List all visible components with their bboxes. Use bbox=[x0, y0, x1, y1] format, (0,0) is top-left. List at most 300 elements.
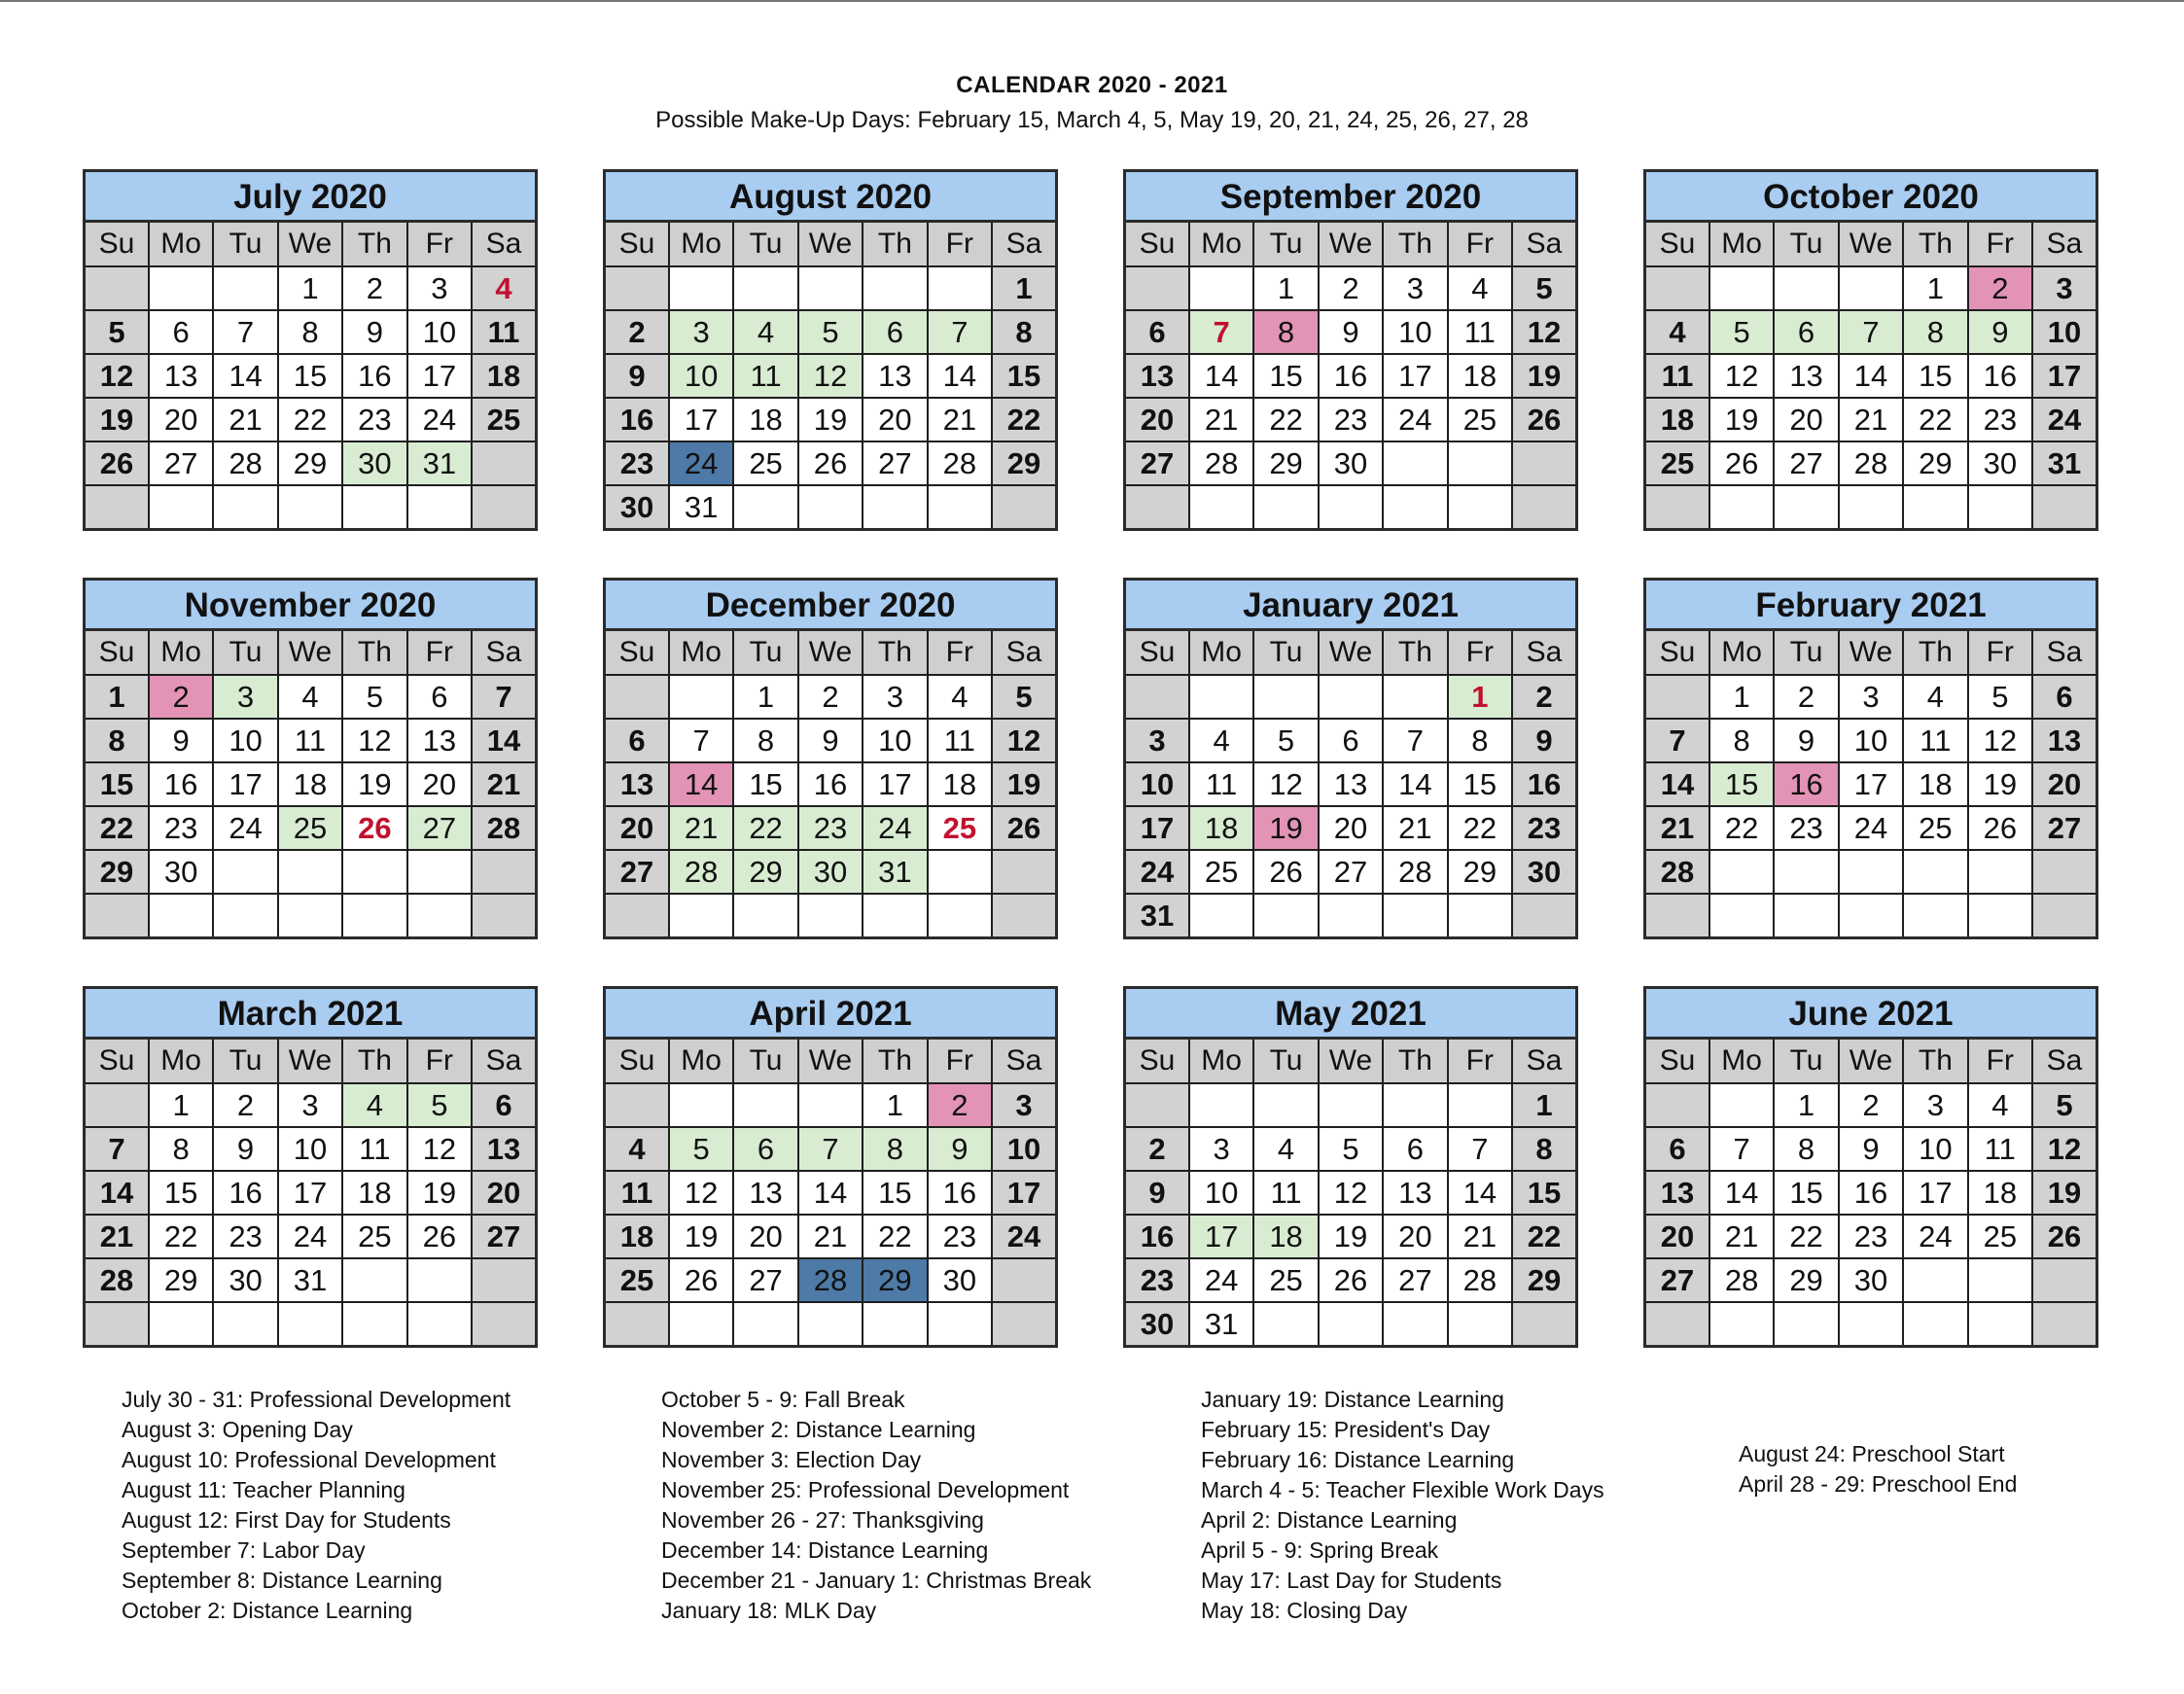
empty-cell bbox=[472, 441, 536, 485]
day-cell: 17 bbox=[407, 354, 472, 398]
day-cell: 25 bbox=[278, 806, 342, 850]
day-cell: 12 bbox=[2032, 1127, 2096, 1171]
empty-cell bbox=[863, 485, 927, 530]
day-cell: 17 bbox=[992, 1171, 1056, 1215]
day-cell: 1 bbox=[85, 675, 149, 719]
day-cell: 28 bbox=[85, 1258, 149, 1302]
day-cell: 20 bbox=[2032, 762, 2096, 806]
empty-cell bbox=[407, 1258, 472, 1302]
day-cell: 7 bbox=[1189, 310, 1253, 354]
empty-cell bbox=[2032, 894, 2096, 938]
day-cell: 3 bbox=[1189, 1127, 1253, 1171]
day-cell: 12 bbox=[342, 719, 406, 762]
note-line: February 16: Distance Learning bbox=[1201, 1447, 1515, 1472]
day-cell: 25 bbox=[472, 398, 536, 441]
day-cell: 20 bbox=[1383, 1215, 1447, 1258]
note-line: October 2: Distance Learning bbox=[122, 1598, 413, 1623]
week-row bbox=[85, 310, 537, 354]
week-row bbox=[1125, 1127, 1577, 1171]
empty-cell bbox=[342, 894, 406, 938]
empty-cell bbox=[1448, 1302, 1512, 1347]
day-cell: 18 bbox=[605, 1215, 669, 1258]
day-cell: 20 bbox=[407, 762, 472, 806]
day-cell: 26 bbox=[1253, 850, 1318, 894]
day-cell: 22 bbox=[992, 398, 1056, 441]
day-cell: 28 bbox=[1839, 441, 1903, 485]
weekday-header: Mo bbox=[1709, 222, 1774, 267]
month-6 bbox=[603, 578, 1058, 939]
day-cell: 20 bbox=[472, 1171, 536, 1215]
day-cell: 28 bbox=[1709, 1258, 1774, 1302]
empty-cell bbox=[669, 1083, 733, 1127]
day-cell: 14 bbox=[1709, 1171, 1774, 1215]
day-cell: 16 bbox=[1839, 1171, 1903, 1215]
day-cell: 15 bbox=[863, 1171, 927, 1215]
day-cell: 1 bbox=[733, 675, 797, 719]
day-cell: 21 bbox=[669, 806, 733, 850]
empty-cell bbox=[733, 485, 797, 530]
day-cell: 7 bbox=[1383, 719, 1447, 762]
day-cell: 29 bbox=[992, 441, 1056, 485]
day-cell: 23 bbox=[1839, 1215, 1903, 1258]
empty-cell bbox=[1448, 894, 1512, 938]
day-cell: 27 bbox=[605, 850, 669, 894]
day-cell: 29 bbox=[149, 1258, 213, 1302]
day-cell: 9 bbox=[1968, 310, 2032, 354]
weekday-header: Su bbox=[605, 630, 669, 676]
empty-cell bbox=[1319, 1302, 1383, 1347]
weekday-header: Su bbox=[605, 222, 669, 267]
day-cell: 2 bbox=[1774, 675, 1838, 719]
weekday-header: Su bbox=[1125, 630, 1189, 676]
day-cell: 15 bbox=[1903, 354, 1967, 398]
week-row bbox=[605, 398, 1057, 441]
day-cell: 30 bbox=[605, 485, 669, 530]
day-cell: 6 bbox=[149, 310, 213, 354]
empty-cell bbox=[605, 894, 669, 938]
week-row bbox=[1645, 719, 2097, 762]
day-cell: 29 bbox=[1903, 441, 1967, 485]
day-cell: 17 bbox=[1839, 762, 1903, 806]
month-title: March 2021 bbox=[83, 986, 538, 1037]
empty-cell bbox=[992, 894, 1056, 938]
day-cell: 22 bbox=[733, 806, 797, 850]
day-cell: 17 bbox=[1903, 1171, 1967, 1215]
day-cell: 27 bbox=[1319, 850, 1383, 894]
week-row bbox=[85, 1258, 537, 1302]
empty-cell bbox=[472, 485, 536, 530]
day-cell: 1 bbox=[278, 266, 342, 310]
note-line: March 4 - 5: Teacher Flexible Work Days bbox=[1201, 1477, 1604, 1502]
week-row bbox=[1125, 850, 1577, 894]
day-cell: 14 bbox=[85, 1171, 149, 1215]
month-title: September 2020 bbox=[1123, 169, 1578, 220]
day-cell: 21 bbox=[928, 398, 992, 441]
day-cell: 4 bbox=[1253, 1127, 1318, 1171]
day-cell: 17 bbox=[1383, 354, 1447, 398]
day-cell: 25 bbox=[928, 806, 992, 850]
day-cell: 27 bbox=[1125, 441, 1189, 485]
weekday-header: We bbox=[1839, 630, 1903, 676]
day-cell: 8 bbox=[733, 719, 797, 762]
empty-cell bbox=[1383, 894, 1447, 938]
day-cell: 10 bbox=[1383, 310, 1447, 354]
day-cell: 5 bbox=[85, 310, 149, 354]
day-cell: 21 bbox=[1709, 1215, 1774, 1258]
day-cell: 26 bbox=[992, 806, 1056, 850]
day-cell: 20 bbox=[1319, 806, 1383, 850]
week-row bbox=[1645, 310, 2097, 354]
week-row bbox=[1645, 1127, 2097, 1171]
day-cell: 24 bbox=[669, 441, 733, 485]
week-row bbox=[1645, 675, 2097, 719]
day-cell: 24 bbox=[2032, 398, 2096, 441]
day-cell: 28 bbox=[928, 441, 992, 485]
weekday-header: Sa bbox=[992, 630, 1056, 676]
day-cell: 7 bbox=[928, 310, 992, 354]
day-cell: 6 bbox=[407, 675, 472, 719]
day-cell: 13 bbox=[1645, 1171, 1709, 1215]
weekday-header: Th bbox=[863, 630, 927, 676]
empty-cell bbox=[992, 1258, 1056, 1302]
day-cell: 23 bbox=[605, 441, 669, 485]
empty-cell bbox=[669, 1302, 733, 1347]
weekday-header: Sa bbox=[1512, 1039, 1576, 1084]
day-cell: 19 bbox=[669, 1215, 733, 1258]
weekday-header: Fr bbox=[1448, 222, 1512, 267]
day-cell: 8 bbox=[1709, 719, 1774, 762]
weekday-header: Tu bbox=[213, 222, 277, 267]
month-title: February 2021 bbox=[1643, 578, 2098, 628]
empty-cell bbox=[213, 850, 277, 894]
day-cell: 7 bbox=[472, 675, 536, 719]
day-cell: 5 bbox=[1253, 719, 1318, 762]
week-row bbox=[1125, 441, 1577, 485]
day-cell: 18 bbox=[1968, 1171, 2032, 1215]
day-cell: 19 bbox=[342, 762, 406, 806]
note-line: December 21 - January 1: Christmas Break bbox=[661, 1568, 1092, 1593]
empty-cell bbox=[863, 266, 927, 310]
weekday-header: We bbox=[1319, 630, 1383, 676]
month-4 bbox=[1643, 169, 2098, 531]
week-row bbox=[1125, 1171, 1577, 1215]
day-cell: 15 bbox=[1774, 1171, 1838, 1215]
day-cell: 3 bbox=[992, 1083, 1056, 1127]
note-line: August 3: Opening Day bbox=[122, 1417, 353, 1442]
day-cell: 10 bbox=[213, 719, 277, 762]
empty-cell bbox=[1512, 1302, 1576, 1347]
day-cell: 13 bbox=[407, 719, 472, 762]
month-11 bbox=[1123, 986, 1578, 1348]
weekday-header: Tu bbox=[733, 630, 797, 676]
day-cell: 22 bbox=[149, 1215, 213, 1258]
weekday-header: Mo bbox=[1709, 630, 1774, 676]
empty-cell bbox=[278, 485, 342, 530]
day-cell: 3 bbox=[1125, 719, 1189, 762]
note-line: July 30 - 31: Professional Development bbox=[122, 1387, 511, 1412]
day-cell: 20 bbox=[863, 398, 927, 441]
day-cell: 6 bbox=[2032, 675, 2096, 719]
week-row bbox=[85, 762, 537, 806]
day-cell: 22 bbox=[1448, 806, 1512, 850]
empty-cell bbox=[1319, 675, 1383, 719]
day-cell: 29 bbox=[733, 850, 797, 894]
note-line: August 10: Professional Development bbox=[122, 1447, 496, 1472]
day-cell: 4 bbox=[1448, 266, 1512, 310]
day-cell: 6 bbox=[1645, 1127, 1709, 1171]
day-cell: 8 bbox=[85, 719, 149, 762]
week-row bbox=[605, 1215, 1057, 1258]
day-cell: 11 bbox=[733, 354, 797, 398]
day-cell: 26 bbox=[342, 806, 406, 850]
empty-cell bbox=[1253, 675, 1318, 719]
day-cell: 18 bbox=[733, 398, 797, 441]
empty-cell bbox=[149, 894, 213, 938]
day-cell: 30 bbox=[1839, 1258, 1903, 1302]
day-cell: 2 bbox=[342, 266, 406, 310]
empty-cell bbox=[213, 894, 277, 938]
weekday-header: We bbox=[1319, 222, 1383, 267]
day-cell: 13 bbox=[2032, 719, 2096, 762]
day-cell: 16 bbox=[928, 1171, 992, 1215]
day-cell: 27 bbox=[733, 1258, 797, 1302]
weekday-header: Mo bbox=[149, 1039, 213, 1084]
empty-cell bbox=[213, 1302, 277, 1347]
day-cell: 24 bbox=[863, 806, 927, 850]
weekday-header: Tu bbox=[733, 1039, 797, 1084]
empty-cell bbox=[1839, 1302, 1903, 1347]
day-cell: 22 bbox=[863, 1215, 927, 1258]
day-cell: 18 bbox=[1189, 806, 1253, 850]
day-cell: 13 bbox=[1774, 354, 1838, 398]
week-row bbox=[1645, 806, 2097, 850]
day-cell: 31 bbox=[2032, 441, 2096, 485]
note-line: December 14: Distance Learning bbox=[661, 1537, 989, 1563]
day-cell: 23 bbox=[798, 806, 863, 850]
month-1 bbox=[83, 169, 538, 531]
note-line: September 8: Distance Learning bbox=[122, 1568, 442, 1593]
empty-cell bbox=[1709, 894, 1774, 938]
weekday-header: We bbox=[798, 222, 863, 267]
day-cell: 10 bbox=[1903, 1127, 1967, 1171]
day-cell: 15 bbox=[1512, 1171, 1576, 1215]
weekday-header: Th bbox=[863, 222, 927, 267]
weekday-header: Fr bbox=[1968, 222, 2032, 267]
empty-cell bbox=[278, 850, 342, 894]
day-cell: 9 bbox=[213, 1127, 277, 1171]
day-cell: 21 bbox=[1383, 806, 1447, 850]
weekday-header: Tu bbox=[1774, 1039, 1838, 1084]
day-cell: 11 bbox=[1253, 1171, 1318, 1215]
month-title: May 2021 bbox=[1123, 986, 1578, 1037]
weekday-header: Th bbox=[1383, 1039, 1447, 1084]
month-title: April 2021 bbox=[603, 986, 1058, 1037]
day-cell: 30 bbox=[1512, 850, 1576, 894]
day-cell: 10 bbox=[1189, 1171, 1253, 1215]
week-row bbox=[85, 850, 537, 894]
month-8 bbox=[1643, 578, 2098, 939]
day-cell: 18 bbox=[472, 354, 536, 398]
weekday-header: Sa bbox=[2032, 630, 2096, 676]
weekday-header: Tu bbox=[1774, 630, 1838, 676]
day-cell: 16 bbox=[1125, 1215, 1189, 1258]
empty-cell bbox=[1383, 485, 1447, 530]
empty-cell bbox=[1125, 485, 1189, 530]
day-cell: 2 bbox=[798, 675, 863, 719]
day-cell: 29 bbox=[1253, 441, 1318, 485]
empty-cell bbox=[1253, 1302, 1318, 1347]
weekday-header: Su bbox=[1645, 1039, 1709, 1084]
day-cell: 26 bbox=[1968, 806, 2032, 850]
empty-cell bbox=[1903, 1302, 1967, 1347]
day-cell: 17 bbox=[1189, 1215, 1253, 1258]
empty-cell bbox=[928, 1302, 992, 1347]
empty-cell bbox=[1645, 1083, 1709, 1127]
month-7 bbox=[1123, 578, 1578, 939]
day-cell: 11 bbox=[928, 719, 992, 762]
day-cell: 6 bbox=[1774, 310, 1838, 354]
empty-cell bbox=[1383, 1083, 1447, 1127]
weekday-header: Sa bbox=[1512, 630, 1576, 676]
weekday-header: Th bbox=[342, 222, 406, 267]
empty-cell bbox=[1968, 850, 2032, 894]
day-cell: 25 bbox=[1448, 398, 1512, 441]
day-cell: 13 bbox=[863, 354, 927, 398]
day-cell: 20 bbox=[1774, 398, 1838, 441]
month-title: June 2021 bbox=[1643, 986, 2098, 1037]
week-row bbox=[605, 762, 1057, 806]
day-cell: 23 bbox=[149, 806, 213, 850]
day-cell: 19 bbox=[1512, 354, 1576, 398]
weekday-header: Su bbox=[85, 1039, 149, 1084]
weekday-header: Th bbox=[1903, 222, 1967, 267]
empty-cell bbox=[1709, 1302, 1774, 1347]
week-row bbox=[85, 894, 537, 938]
day-cell: 3 bbox=[1903, 1083, 1967, 1127]
day-cell: 18 bbox=[1645, 398, 1709, 441]
empty-cell bbox=[1189, 485, 1253, 530]
empty-cell bbox=[798, 1302, 863, 1347]
week-row bbox=[85, 1215, 537, 1258]
empty-cell bbox=[1839, 894, 1903, 938]
day-cell: 25 bbox=[1645, 441, 1709, 485]
week-row bbox=[605, 1258, 1057, 1302]
empty-cell bbox=[1839, 850, 1903, 894]
day-cell: 5 bbox=[1709, 310, 1774, 354]
day-cell: 14 bbox=[1839, 354, 1903, 398]
day-cell: 12 bbox=[1253, 762, 1318, 806]
month-grid bbox=[83, 628, 538, 939]
month-5 bbox=[83, 578, 538, 939]
day-cell: 31 bbox=[1189, 1302, 1253, 1347]
weekday-header: Mo bbox=[149, 222, 213, 267]
day-cell: 28 bbox=[1383, 850, 1447, 894]
day-cell: 5 bbox=[1968, 675, 2032, 719]
week-row bbox=[1645, 762, 2097, 806]
day-cell: 11 bbox=[1645, 354, 1709, 398]
day-cell: 1 bbox=[1512, 1083, 1576, 1127]
empty-cell bbox=[407, 485, 472, 530]
day-cell: 25 bbox=[1903, 806, 1967, 850]
empty-cell bbox=[1774, 485, 1838, 530]
note-line: May 18: Closing Day bbox=[1201, 1598, 1408, 1623]
day-cell: 1 bbox=[1448, 675, 1512, 719]
day-cell: 5 bbox=[669, 1127, 733, 1171]
day-cell: 19 bbox=[407, 1171, 472, 1215]
empty-cell bbox=[1839, 266, 1903, 310]
day-cell: 2 bbox=[1512, 675, 1576, 719]
day-cell: 16 bbox=[1968, 354, 2032, 398]
empty-cell bbox=[1253, 894, 1318, 938]
day-cell: 2 bbox=[1839, 1083, 1903, 1127]
day-cell: 31 bbox=[1125, 894, 1189, 938]
week-row bbox=[1645, 354, 2097, 398]
weekday-header: Tu bbox=[1774, 222, 1838, 267]
day-cell: 5 bbox=[798, 310, 863, 354]
week-row bbox=[1125, 719, 1577, 762]
week-row bbox=[85, 354, 537, 398]
empty-cell bbox=[85, 1083, 149, 1127]
day-cell: 8 bbox=[149, 1127, 213, 1171]
day-cell: 3 bbox=[407, 266, 472, 310]
day-cell: 29 bbox=[863, 1258, 927, 1302]
week-row bbox=[1125, 894, 1577, 938]
day-cell: 13 bbox=[1319, 762, 1383, 806]
empty-cell bbox=[1319, 485, 1383, 530]
calendar-header bbox=[0, 72, 2184, 134]
weekday-header: Sa bbox=[1512, 222, 1576, 267]
day-cell: 15 bbox=[1448, 762, 1512, 806]
day-cell: 2 bbox=[928, 1083, 992, 1127]
day-cell: 10 bbox=[1125, 762, 1189, 806]
notes-column-2 bbox=[661, 1385, 1091, 1626]
empty-cell bbox=[1968, 1258, 2032, 1302]
empty-cell bbox=[342, 1302, 406, 1347]
day-cell: 5 bbox=[992, 675, 1056, 719]
day-cell: 28 bbox=[472, 806, 536, 850]
weekday-header: We bbox=[798, 1039, 863, 1084]
day-cell: 12 bbox=[1709, 354, 1774, 398]
day-cell: 11 bbox=[1903, 719, 1967, 762]
day-cell: 7 bbox=[1448, 1127, 1512, 1171]
month-grid bbox=[1123, 220, 1578, 531]
empty-cell bbox=[407, 894, 472, 938]
weekday-header: Mo bbox=[1189, 1039, 1253, 1084]
empty-cell bbox=[278, 1302, 342, 1347]
day-cell: 23 bbox=[928, 1215, 992, 1258]
day-cell: 28 bbox=[1189, 441, 1253, 485]
day-cell: 8 bbox=[863, 1127, 927, 1171]
day-cell: 7 bbox=[85, 1127, 149, 1171]
empty-cell bbox=[1253, 1083, 1318, 1127]
empty-cell bbox=[1645, 894, 1709, 938]
month-12 bbox=[1643, 986, 2098, 1348]
day-cell: 22 bbox=[1709, 806, 1774, 850]
month-title: October 2020 bbox=[1643, 169, 2098, 220]
day-cell: 13 bbox=[1125, 354, 1189, 398]
day-cell: 20 bbox=[149, 398, 213, 441]
day-cell: 21 bbox=[85, 1215, 149, 1258]
month-title: December 2020 bbox=[603, 578, 1058, 628]
day-cell: 31 bbox=[669, 485, 733, 530]
empty-cell bbox=[1774, 894, 1838, 938]
week-row bbox=[85, 806, 537, 850]
day-cell: 12 bbox=[407, 1127, 472, 1171]
day-cell: 19 bbox=[1968, 762, 2032, 806]
empty-cell bbox=[1512, 894, 1576, 938]
day-cell: 5 bbox=[2032, 1083, 2096, 1127]
day-cell: 5 bbox=[1319, 1127, 1383, 1171]
